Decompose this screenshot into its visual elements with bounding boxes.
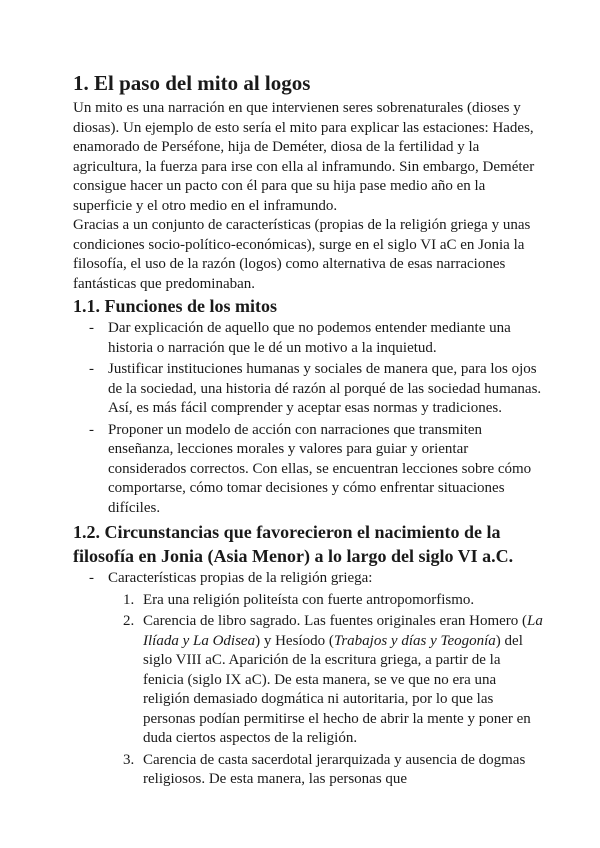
numbered-item [108,751,543,790]
list-item: - Justificar instituciones humanas y sociales de manera que, para los ojos de la sociedad, una historia dé razón al porqué de las sociedad humanas. Así, es más fácil comprender y aceptar esas normas y tradiciones. [73,360,543,419]
list-item [73,569,543,589]
item-number: 1. [123,591,135,608]
item-text-part: ) del siglo VIII aC. Aparición de la escritura griega, a partir de la fenicia (siglo IX aC). De esta manera, se ve que no era una religión demasiado dogmática ni autoritaria, por lo que las personas podían permitirse el hecho de abrir la mente y poner en duda ciertos aspectos de la religión. [143,632,531,746]
intro-paragraph-1: Un mito es una narración en que intervienen seres sobrenaturales (dioses y diosas). Un ejemplo de esto sería el mito para explicar las estaciones: Hades, enamorado de Perséfone, hija de Deméter, diosa de la fertilidad y la agricultura, la fuerza para irse con ella al inframundo. Sin embargo, Deméter consigue hacer un pacto con él para que su hija pase medio año en la superficie y el otro medio en el inframundo. [73,100,535,214]
functions-list [73,319,543,518]
item-text-part: ) y Hesíodo ( [255,632,334,649]
heading-1-1: 1.1. Funciones de los mitos [73,296,278,316]
circumstances-list [73,569,543,589]
numbered-item [108,591,543,611]
heading-1-2: 1.2. Circunstancias que favorecieron el nacimiento de la filosofía en Jonia (Asia Menor) a lo largo del siglo VI a.C. [73,522,514,566]
numbered-item [108,612,543,749]
item-number: 3. [123,751,135,768]
work-title: Trabajos y días y Teogonía [333,632,496,649]
item-number: 2. [123,613,135,629]
work-title: La Ilíada y La Odisea [143,613,543,649]
item-text: Era una religión politeísta con fuerte antropomorfismo. [143,591,475,608]
religion-features-list [108,591,543,790]
list-item: - Proponer un modelo de acción con narraciones que transmiten enseñanza, lecciones morales y valores para guiar y orientar considerados correctos. Con ellas, se encuentran lecciones sobre cómo comportarse, cómo tomar decisiones y cómo enfrentar situaciones difíciles. [73,421,543,519]
item-text: Carencia de casta sacerdotal jerarquizada y ausencia de dogmas religiosos. De esta manera, las personas que [143,751,526,787]
intro-paragraph-2: Gracias a un conjunto de características (propias de la religión griega y unas condiciones socio-político-económicas), surge en el siglo VI aC en Jonia la filosofía, el uso de la razón (logos) como alternativa de esas narraciones fantásticas que predominaban. [73,217,531,292]
religion-lead: Características propias de la religión griega: [108,570,373,586]
list-item: - Dar explicación de aquello que no podemos entender mediante una historia o narración que le dé un motivo a la inquietud. [73,319,543,358]
document-body [73,70,543,792]
religion-list-wrapper [108,591,543,790]
item-text-part: Carencia de libro sagrado. Las fuentes originales eran Homero ( [143,613,528,629]
heading-1: 1. El paso del mito al logos [73,71,311,95]
